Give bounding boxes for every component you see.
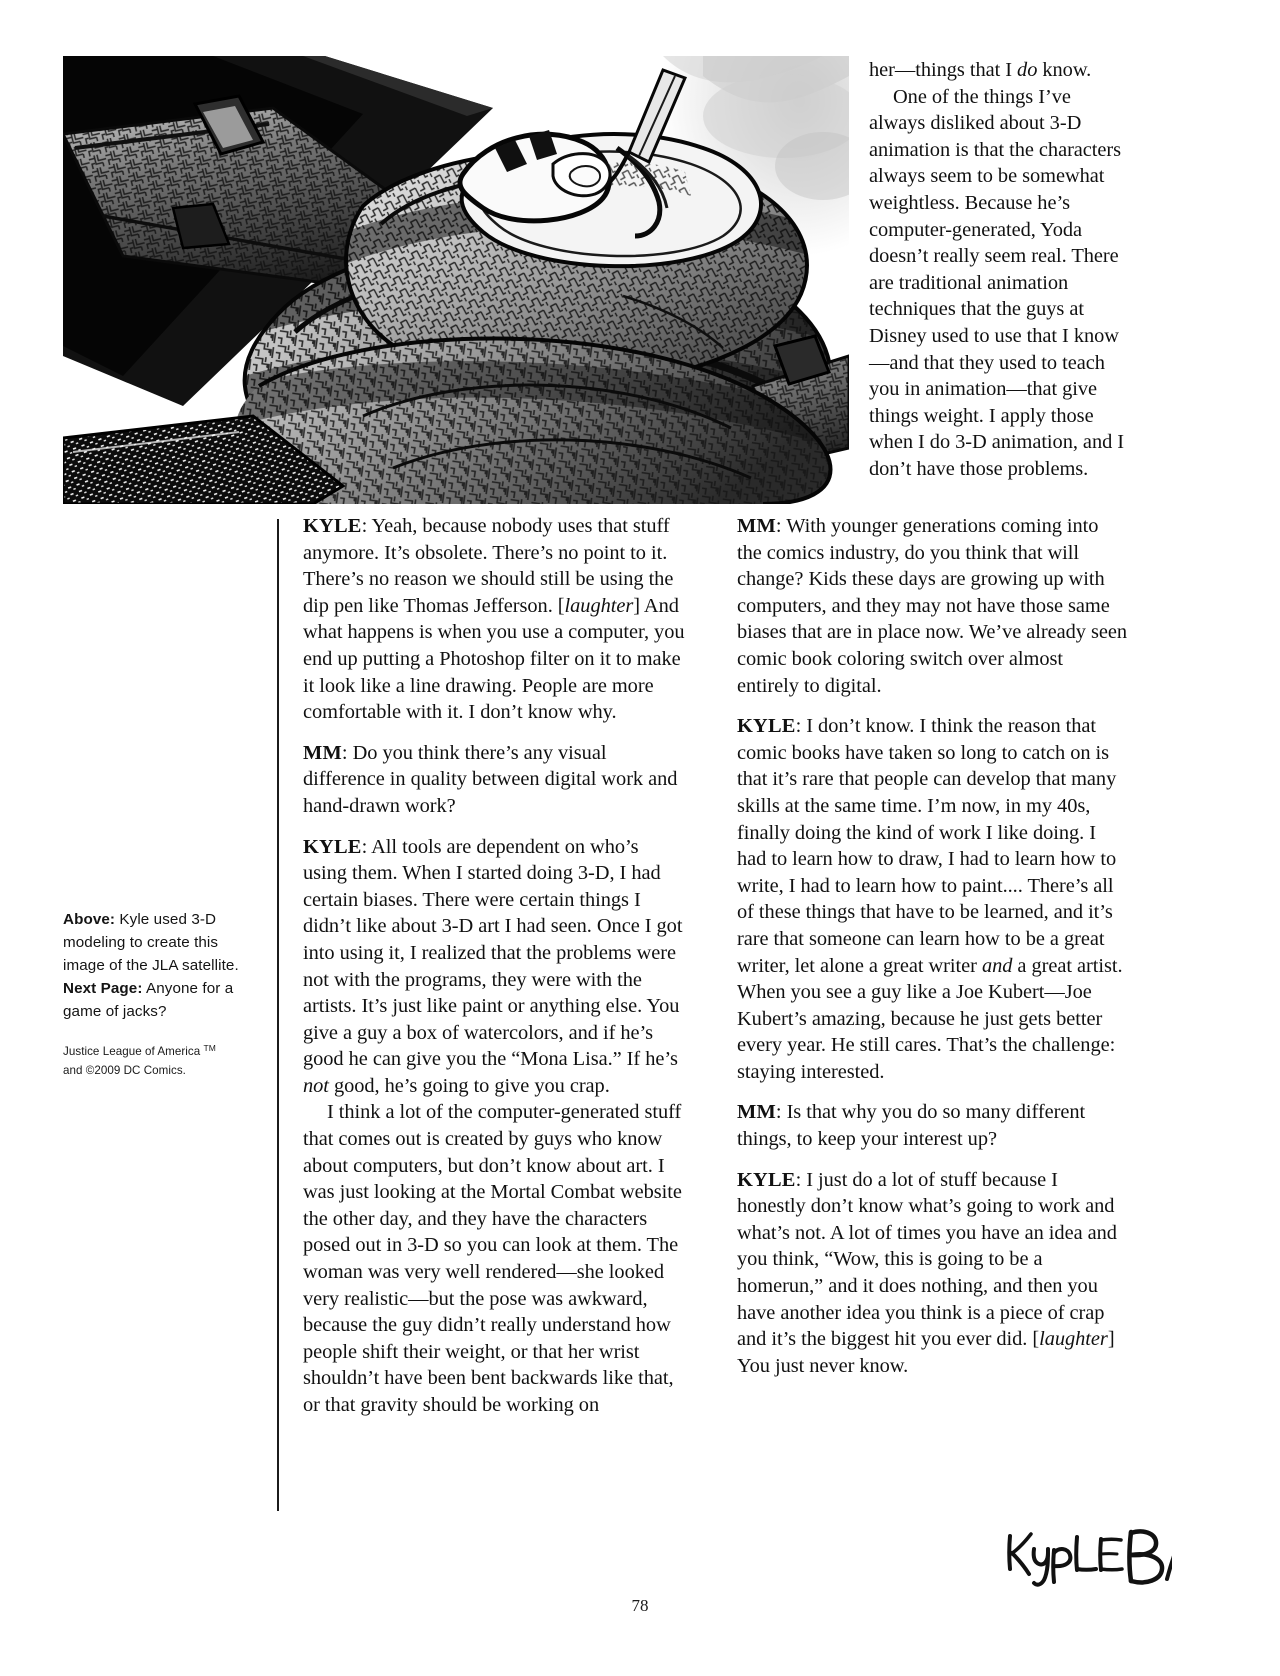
caption-above-label: Above: bbox=[63, 911, 116, 928]
body-text: I think a lot of the computer-generated stuff that comes out is created by guys who know about computers, but don’t know about art. I was just looking at the Mortal Combat website the other day, and they have the characters posed out in 3-D so you can look at them. The woman was very well rendered—she looked very realistic—but the pose was awkward, because the guy didn’t really understand how people shift their weight, or that her wrist shouldn’t have been bent backwards like that, or that gravity should be working on bbox=[303, 1101, 682, 1416]
credit-title: Justice League of America bbox=[63, 1044, 204, 1058]
speaker-label: KYLE bbox=[737, 715, 796, 738]
copyright-credit bbox=[63, 1042, 263, 1080]
paragraph bbox=[869, 57, 1127, 84]
speaker-label: KYLE bbox=[303, 515, 362, 537]
speaker-label: MM bbox=[737, 515, 776, 537]
body-text: know. bbox=[1037, 59, 1092, 81]
body-text: : Is that why you do so many different things, to keep your interest up? bbox=[737, 1101, 1086, 1151]
speaker-label: MM bbox=[303, 741, 342, 764]
body-text: ] And what happens is when you use a computer, you end up putting a Photoshop filter on it to make it look like a line drawing. People are more comfortable with it. I don’t know why. bbox=[303, 594, 685, 724]
figure-caption bbox=[63, 908, 255, 1023]
body-text: One of the things I’ve always disliked about 3-D animation is that the characters always seem to be somewhat weightless. Because he’s computer-generated, Yoda doesn’t really seem real. There are traditional animation techniques that the guys at Disney used to use that I know—and that they used to teach you in animation—that give things weight. I apply those when I do 3-D animation, and I don’t have those problems. bbox=[869, 85, 1125, 480]
caption-nextpage-text: Anyone for a game of jacks? bbox=[63, 980, 234, 1021]
speaker-label: MM bbox=[737, 1101, 776, 1124]
body-text: good, he’s going to give you crap. bbox=[328, 1074, 610, 1097]
body-text: : I don’t know. I think the reason that comic books have taken so long to catch on is that it’s rare that people can develop that many skills at the same time. I’m now, in my 40s, finally doing the kind of work I like doing. I had to learn how to draw, I had to learn how to write, I had to learn how to paint.... There’s all of these things that have to be learned, and it’s rare that someone can learn how to be a great writer, let alone a great writer bbox=[737, 715, 1117, 977]
body-text: ] You just never know. bbox=[737, 1328, 1115, 1377]
emphasis-text: not bbox=[303, 1074, 329, 1097]
kyle-baker-signature bbox=[1002, 1525, 1172, 1591]
body-text: her—things that I bbox=[869, 59, 1018, 81]
body-text: a great artist. When you see a guy like a Joe Kubert—Joe Kubert’s amazing, because he just gets better every year. He still cares. That’s the challenge: staying interested. bbox=[737, 954, 1123, 1083]
body-text: : With younger generations coming into the comics industry, do you think that will change? Kids these days are growing up with computers, and they may not have those same biases that are in place now. We’ve already seen comic book coloring switch over almost entirely to digital. bbox=[737, 515, 1127, 697]
paragraph bbox=[737, 1167, 1127, 1380]
body-text: : All tools are dependent on who’s using them. When I started doing 3-D, I had certain biases. There were certain things I didn’t like about 3-D art I had seen. Once I got into using it, I realized that the problems were not with the programs, they were with the artists. It’s just like paint or anything else. You give a guy a box of watercolors, and if he’s good he can give you the “Mona Lisa.” If he’s bbox=[303, 835, 683, 1071]
column-middle bbox=[303, 513, 687, 1419]
caption-above-text: Kyle used 3-D modeling to create this image of the JLA satellite. bbox=[63, 911, 239, 975]
paragraph bbox=[303, 834, 687, 1100]
paragraph bbox=[303, 1099, 687, 1418]
trademark-mark: TM bbox=[203, 1043, 216, 1053]
credit-copyright: and ©2009 DC Comics. bbox=[63, 1063, 186, 1077]
emphasis-text: laughter bbox=[564, 594, 634, 617]
paragraph bbox=[303, 740, 687, 820]
paragraph bbox=[737, 713, 1127, 1085]
body-text: : Do you think there’s any visual difference in quality between digital work and hand-drawn work? bbox=[303, 741, 678, 817]
column-right-bottom bbox=[737, 513, 1127, 1379]
paragraph bbox=[869, 84, 1127, 483]
paragraph bbox=[737, 1099, 1127, 1152]
body-text: : Yeah, because nobody uses that stuff anymore. It’s obsolete. There’s no point to it. There’s no reason we should still be using the dip pen like Thomas Jefferson. [ bbox=[303, 515, 674, 617]
emphasis-text: laughter bbox=[1039, 1328, 1108, 1351]
paragraph bbox=[737, 513, 1127, 699]
caption-nextpage-label: Next Page: bbox=[63, 980, 143, 998]
speaker-label: KYLE bbox=[303, 835, 362, 858]
column-divider-rule bbox=[277, 519, 279, 1511]
column-right-top bbox=[869, 57, 1127, 483]
jla-satellite-artwork bbox=[63, 56, 849, 504]
paragraph bbox=[303, 513, 687, 726]
body-text: : I just do a lot of stuff because I honestly don’t know what’s going to work and what’s not. A lot of times you have an idea and you think, “Wow, this is going to be a homerun,” and it does nothing, and then you have another idea you think is a piece of crap and it’s the biggest hit you ever did. [ bbox=[737, 1168, 1117, 1351]
emphasis-text: do bbox=[1017, 59, 1038, 81]
emphasis-text: and bbox=[981, 954, 1013, 977]
page-number: 78 bbox=[631, 1596, 649, 1615]
speaker-label: KYLE bbox=[737, 1168, 796, 1191]
